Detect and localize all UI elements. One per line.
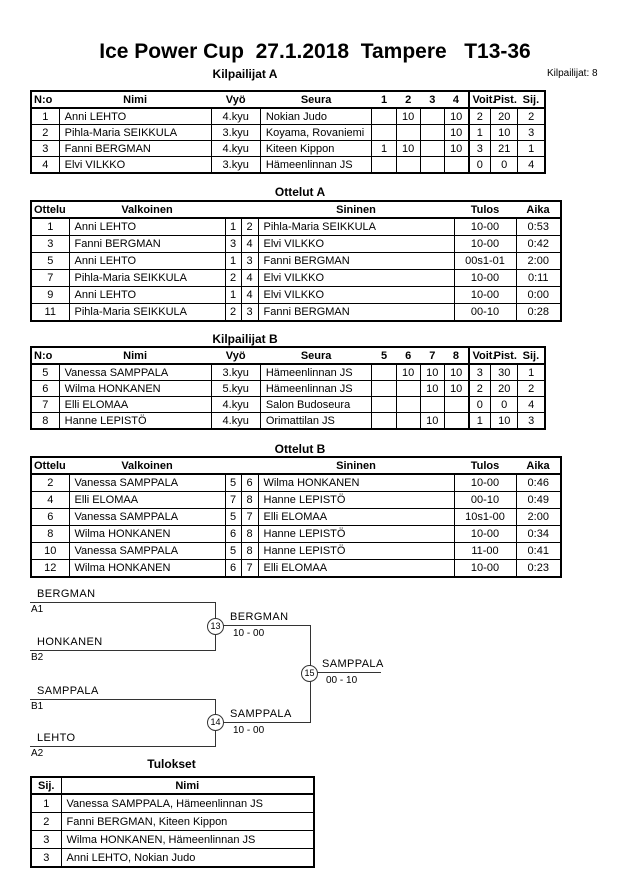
table-row <box>31 474 561 492</box>
pool-a-heading: Kilpailijat A <box>212 67 278 81</box>
cell-club: Hämeenlinnan JS <box>260 381 372 397</box>
cell-blue-no: 3 <box>241 304 258 322</box>
cell-round: 10 <box>444 141 468 157</box>
cell-place: 3 <box>518 125 545 141</box>
cell-round <box>420 125 444 141</box>
cell-white-name: Anni LEHTO <box>69 218 225 236</box>
cell-blue-name: Elli ELOMAA <box>258 560 454 578</box>
cell-club: Hämeenlinnan JS <box>260 157 372 174</box>
cell-wins: 1 <box>469 125 491 141</box>
matches-b-header-row <box>31 457 561 474</box>
cell-time: 0:41 <box>516 543 561 560</box>
col-header-name: Nimi <box>59 91 211 108</box>
col-header-name: Nimi <box>59 347 211 364</box>
cell-belt: 3.kyu <box>211 364 260 381</box>
bracket-seed-label: B2 <box>31 652 44 663</box>
cell-belt: 4.kyu <box>211 413 260 430</box>
bracket-match-circle: 15 <box>301 665 318 682</box>
pool-b-table <box>30 346 546 430</box>
cell-round: 10 <box>420 413 444 430</box>
col-header-no: N:o <box>31 347 59 364</box>
cell-round <box>444 157 468 174</box>
table-row <box>31 304 561 322</box>
cell-white-no: 7 <box>225 492 241 509</box>
cell-white-no: 6 <box>225 526 241 543</box>
cell-no: 2 <box>31 125 59 141</box>
cell-white-name: Fanni BERGMAN <box>69 236 225 253</box>
cell-blue-no: 4 <box>241 287 258 304</box>
competitor-count-label: Kilpailijat: 8 <box>547 68 598 79</box>
bracket-line <box>30 699 216 700</box>
cell-white-no: 1 <box>225 218 241 236</box>
table-row <box>31 108 545 125</box>
cell-blue-no: 4 <box>241 270 258 287</box>
cell-round <box>372 381 396 397</box>
cell-result: 00-10 <box>454 492 516 509</box>
bracket-line <box>30 746 216 747</box>
cell-round <box>372 397 396 413</box>
bracket-match-score: 10 - 00 <box>233 628 265 639</box>
results-table <box>30 776 315 868</box>
col-header-club: Seura <box>260 347 372 364</box>
cell-name: Wilma HONKANEN <box>59 381 211 397</box>
table-row <box>31 125 545 141</box>
table-row <box>31 849 314 868</box>
bracket-slot-name: BERGMAN <box>37 588 96 600</box>
table-row <box>31 413 545 430</box>
cell-match-no: 12 <box>31 560 69 578</box>
col-header-match: Ottelu <box>31 457 69 474</box>
bracket-line <box>216 625 310 626</box>
bracket-winner-name: SAMPPALA <box>322 658 384 670</box>
cell-round: 10 <box>420 364 444 381</box>
cell-white-name: Vanessa SAMPPALA <box>69 474 225 492</box>
cell-white-name: Wilma HONKANEN <box>69 560 225 578</box>
cell-white-name: Anni LEHTO <box>69 253 225 270</box>
cell-belt: 5.kyu <box>211 381 260 397</box>
cell-blue-name: Elvi VILKKO <box>258 270 454 287</box>
cell-time: 0:34 <box>516 526 561 543</box>
cell-round <box>396 413 420 430</box>
col-header-place: Sij. <box>518 91 545 108</box>
cell-name: Hanne LEPISTÖ <box>59 413 211 430</box>
pool-b-heading: Kilpailijat B <box>212 332 278 346</box>
cell-points: 10 <box>491 413 518 430</box>
table-row <box>31 141 545 157</box>
cell-match-no: 5 <box>31 253 69 270</box>
cell-round <box>396 125 420 141</box>
cell-place: 4 <box>518 157 545 174</box>
col-header-spacer <box>225 201 241 218</box>
cell-name: Anni LEHTO <box>59 108 211 125</box>
cell-points: 0 <box>491 157 518 174</box>
col-header-spacer <box>241 457 258 474</box>
col-header-result: Tulos <box>454 201 516 218</box>
cell-wins: 2 <box>469 381 491 397</box>
table-row <box>31 543 561 560</box>
cell-round <box>372 157 396 174</box>
cell-points: 20 <box>491 108 518 125</box>
bracket-seed-label: B1 <box>31 701 44 712</box>
cell-name: Elvi VILKKO <box>59 157 211 174</box>
bracket-line <box>30 602 216 603</box>
cell-round <box>444 397 468 413</box>
bracket-seed-label: A1 <box>31 604 44 615</box>
col-header-belt: Vyö <box>211 347 260 364</box>
results-heading: Tulokset <box>147 757 196 771</box>
matches-a-table <box>30 200 562 322</box>
cell-white-name: Pihla-Maria SEIKKULA <box>69 270 225 287</box>
col-header-wins: Voit. <box>469 347 491 364</box>
cell-place: 2 <box>518 381 545 397</box>
cell-name: Anni LEHTO, Nokian Judo <box>61 849 314 868</box>
results-header-row <box>31 777 314 794</box>
cell-club: Salon Budoseura <box>260 397 372 413</box>
cell-round <box>372 413 396 430</box>
cell-wins: 3 <box>469 141 491 157</box>
col-header-round-1: 1 <box>372 91 396 108</box>
cell-white-no: 5 <box>225 509 241 526</box>
cell-blue-no: 8 <box>241 526 258 543</box>
bracket-slot-name: HONKANEN <box>37 636 103 648</box>
cell-time: 0:00 <box>516 287 561 304</box>
cell-points: 10 <box>491 125 518 141</box>
cell-time: 0:11 <box>516 270 561 287</box>
cell-wins: 0 <box>469 397 491 413</box>
col-header-round-7: 7 <box>420 347 444 364</box>
table-row <box>31 236 561 253</box>
col-header-round-5: 5 <box>372 347 396 364</box>
cell-match-no: 7 <box>31 270 69 287</box>
bracket-line <box>311 672 381 673</box>
cell-white-no: 3 <box>225 236 241 253</box>
table-row <box>31 253 561 270</box>
col-header-place: Sij. <box>31 777 61 794</box>
matches-a-header-row <box>31 201 561 218</box>
cell-white-name: Vanessa SAMPPALA <box>69 509 225 526</box>
cell-blue-no: 2 <box>241 218 258 236</box>
table-row <box>31 157 545 174</box>
table-row <box>31 364 545 381</box>
cell-white-name: Anni LEHTO <box>69 287 225 304</box>
cell-white-no: 1 <box>225 287 241 304</box>
cell-belt: 3.kyu <box>211 157 260 174</box>
cell-wins: 0 <box>469 157 491 174</box>
col-header-white: Valkoinen <box>69 457 225 474</box>
cell-match-no: 10 <box>31 543 69 560</box>
matches-b-heading: Ottelut B <box>274 442 326 456</box>
cell-match-no: 9 <box>31 287 69 304</box>
cell-white-no: 6 <box>225 560 241 578</box>
cell-blue-name: Hanne LEPISTÖ <box>258 526 454 543</box>
page-title: Ice Power Cup 27.1.2018 Tampere T13-36 <box>99 40 531 63</box>
cell-round <box>372 125 396 141</box>
col-header-blue: Sininen <box>258 201 454 218</box>
cell-round <box>372 108 396 125</box>
table-row <box>31 831 314 849</box>
cell-belt: 4.kyu <box>211 141 260 157</box>
cell-place: 1 <box>518 141 545 157</box>
cell-place: 1 <box>31 794 61 813</box>
cell-blue-name: Hanne LEPISTÖ <box>258 492 454 509</box>
cell-no: 5 <box>31 364 59 381</box>
cell-match-no: 11 <box>31 304 69 322</box>
cell-time: 0:53 <box>516 218 561 236</box>
matches-b-table <box>30 456 562 578</box>
cell-time: 2:00 <box>516 253 561 270</box>
cell-name: Fanni BERGMAN, Kiteen Kippon <box>61 813 314 831</box>
col-header-round-8: 8 <box>444 347 468 364</box>
table-row <box>31 492 561 509</box>
col-header-match: Ottelu <box>31 201 69 218</box>
cell-round: 1 <box>372 141 396 157</box>
cell-belt: 3.kyu <box>211 125 260 141</box>
pool-a-header-row <box>31 91 545 108</box>
cell-name: Pihla-Maria SEIKKULA <box>59 125 211 141</box>
cell-round <box>396 381 420 397</box>
pool-a-table <box>30 90 546 174</box>
cell-result: 10-00 <box>454 526 516 543</box>
col-header-no: N:o <box>31 91 59 108</box>
cell-club: Kiteen Kippon <box>260 141 372 157</box>
col-header-round-4: 4 <box>444 91 468 108</box>
cell-name: Fanni BERGMAN <box>59 141 211 157</box>
cell-wins: 3 <box>469 364 491 381</box>
table-row <box>31 794 314 813</box>
cell-no: 3 <box>31 141 59 157</box>
cell-round: 10 <box>444 108 468 125</box>
col-header-belt: Vyö <box>211 91 260 108</box>
cell-name: Vanessa SAMPPALA, Hämeenlinnan JS <box>61 794 314 813</box>
cell-result: 00-10 <box>454 304 516 322</box>
col-header-name: Nimi <box>61 777 314 794</box>
cell-white-no: 2 <box>225 304 241 322</box>
cell-place: 3 <box>31 831 61 849</box>
cell-time: 2:00 <box>516 509 561 526</box>
col-header-points: Pist. <box>491 347 518 364</box>
table-row <box>31 270 561 287</box>
col-header-round-6: 6 <box>396 347 420 364</box>
table-row <box>31 526 561 543</box>
cell-points: 0 <box>491 397 518 413</box>
bracket-match-score: 00 - 10 <box>326 675 358 686</box>
cell-no: 4 <box>31 157 59 174</box>
cell-match-no: 4 <box>31 492 69 509</box>
table-row <box>31 381 545 397</box>
cell-blue-no: 6 <box>241 474 258 492</box>
bracket-slot-name: SAMPPALA <box>37 685 99 697</box>
cell-result: 10-00 <box>454 560 516 578</box>
cell-round: 10 <box>444 364 468 381</box>
cell-white-name: Vanessa SAMPPALA <box>69 543 225 560</box>
cell-round: 10 <box>444 125 468 141</box>
cell-belt: 4.kyu <box>211 397 260 413</box>
cell-club: Hämeenlinnan JS <box>260 364 372 381</box>
col-header-blue: Sininen <box>258 457 454 474</box>
cell-blue-no: 4 <box>241 236 258 253</box>
bracket-line <box>30 650 216 651</box>
table-row <box>31 397 545 413</box>
cell-points: 20 <box>491 381 518 397</box>
cell-round <box>420 157 444 174</box>
cell-blue-no: 7 <box>241 560 258 578</box>
bracket-match-score: 10 - 00 <box>233 725 265 736</box>
cell-time: 0:42 <box>516 236 561 253</box>
cell-place: 3 <box>31 849 61 868</box>
col-header-spacer <box>225 457 241 474</box>
cell-time: 0:28 <box>516 304 561 322</box>
cell-match-no: 1 <box>31 218 69 236</box>
cell-blue-no: 8 <box>241 492 258 509</box>
cell-white-no: 5 <box>225 474 241 492</box>
table-row <box>31 509 561 526</box>
cell-place: 2 <box>31 813 61 831</box>
cell-place: 1 <box>518 364 545 381</box>
cell-blue-no: 7 <box>241 509 258 526</box>
cell-points: 21 <box>491 141 518 157</box>
cell-match-no: 6 <box>31 509 69 526</box>
cell-round <box>444 413 468 430</box>
cell-white-name: Elli ELOMAA <box>69 492 225 509</box>
bracket-match-circle: 14 <box>207 714 224 731</box>
cell-white-name: Pihla-Maria SEIKKULA <box>69 304 225 322</box>
cell-blue-name: Pihla-Maria SEIKKULA <box>258 218 454 236</box>
cell-wins: 2 <box>469 108 491 125</box>
cell-result: 10s1-00 <box>454 509 516 526</box>
cell-time: 0:23 <box>516 560 561 578</box>
cell-place: 4 <box>518 397 545 413</box>
cell-round: 10 <box>396 141 420 157</box>
cell-no: 1 <box>31 108 59 125</box>
bracket-winner-name: SAMPPALA <box>230 708 292 720</box>
cell-white-no: 1 <box>225 253 241 270</box>
col-header-time: Aika <box>516 201 561 218</box>
cell-result: 10-00 <box>454 236 516 253</box>
cell-round <box>396 157 420 174</box>
col-header-spacer <box>241 201 258 218</box>
bracket-winner-name: BERGMAN <box>230 611 289 623</box>
cell-round <box>420 108 444 125</box>
table-row <box>31 218 561 236</box>
matches-a-heading: Ottelut A <box>274 185 326 199</box>
cell-blue-name: Fanni BERGMAN <box>258 253 454 270</box>
table-row <box>31 560 561 578</box>
col-header-club: Seura <box>260 91 372 108</box>
cell-round: 10 <box>396 108 420 125</box>
cell-blue-name: Fanni BERGMAN <box>258 304 454 322</box>
bracket-slot-name: LEHTO <box>37 732 76 744</box>
col-header-white: Valkoinen <box>69 201 225 218</box>
cell-result: 10-00 <box>454 287 516 304</box>
cell-no: 8 <box>31 413 59 430</box>
cell-round <box>372 364 396 381</box>
cell-blue-name: Hanne LEPISTÖ <box>258 543 454 560</box>
cell-time: 0:49 <box>516 492 561 509</box>
cell-result: 00s1-01 <box>454 253 516 270</box>
cell-blue-name: Wilma HONKANEN <box>258 474 454 492</box>
bracket-line <box>216 722 310 723</box>
cell-blue-name: Elvi VILKKO <box>258 287 454 304</box>
pool-b-header-row <box>31 347 545 364</box>
cell-round: 10 <box>420 381 444 397</box>
col-header-round-3: 3 <box>420 91 444 108</box>
cell-round <box>420 141 444 157</box>
cell-club: Nokian Judo <box>260 108 372 125</box>
cell-result: 10-00 <box>454 474 516 492</box>
cell-match-no: 8 <box>31 526 69 543</box>
cell-round: 10 <box>396 364 420 381</box>
cell-belt: 4.kyu <box>211 108 260 125</box>
cell-name: Vanessa SAMPPALA <box>59 364 211 381</box>
cell-blue-name: Elli ELOMAA <box>258 509 454 526</box>
col-header-wins: Voit. <box>469 91 491 108</box>
cell-round <box>420 397 444 413</box>
col-header-points: Pist. <box>491 91 518 108</box>
cell-wins: 1 <box>469 413 491 430</box>
cell-place: 3 <box>518 413 545 430</box>
cell-result: 10-00 <box>454 218 516 236</box>
cell-white-no: 5 <box>225 543 241 560</box>
cell-club: Orimattilan JS <box>260 413 372 430</box>
col-header-time: Aika <box>516 457 561 474</box>
bracket-seed-label: A2 <box>31 748 44 759</box>
cell-white-name: Wilma HONKANEN <box>69 526 225 543</box>
cell-no: 6 <box>31 381 59 397</box>
cell-time: 0:46 <box>516 474 561 492</box>
cell-place: 2 <box>518 108 545 125</box>
col-header-place: Sij. <box>518 347 545 364</box>
cell-club: Koyama, Rovaniemi <box>260 125 372 141</box>
cell-blue-no: 8 <box>241 543 258 560</box>
cell-points: 30 <box>491 364 518 381</box>
bracket-match-circle: 13 <box>207 618 224 635</box>
table-row <box>31 813 314 831</box>
cell-white-no: 2 <box>225 270 241 287</box>
col-header-round-2: 2 <box>396 91 420 108</box>
cell-round <box>396 397 420 413</box>
cell-blue-no: 3 <box>241 253 258 270</box>
cell-blue-name: Elvi VILKKO <box>258 236 454 253</box>
cell-result: 11-00 <box>454 543 516 560</box>
cell-match-no: 3 <box>31 236 69 253</box>
cell-result: 10-00 <box>454 270 516 287</box>
cell-round: 10 <box>444 381 468 397</box>
cell-name: Wilma HONKANEN, Hämeenlinnan JS <box>61 831 314 849</box>
cell-no: 7 <box>31 397 59 413</box>
table-row <box>31 287 561 304</box>
cell-name: Elli ELOMAA <box>59 397 211 413</box>
col-header-result: Tulos <box>454 457 516 474</box>
medal-bracket <box>0 580 630 760</box>
cell-match-no: 2 <box>31 474 69 492</box>
